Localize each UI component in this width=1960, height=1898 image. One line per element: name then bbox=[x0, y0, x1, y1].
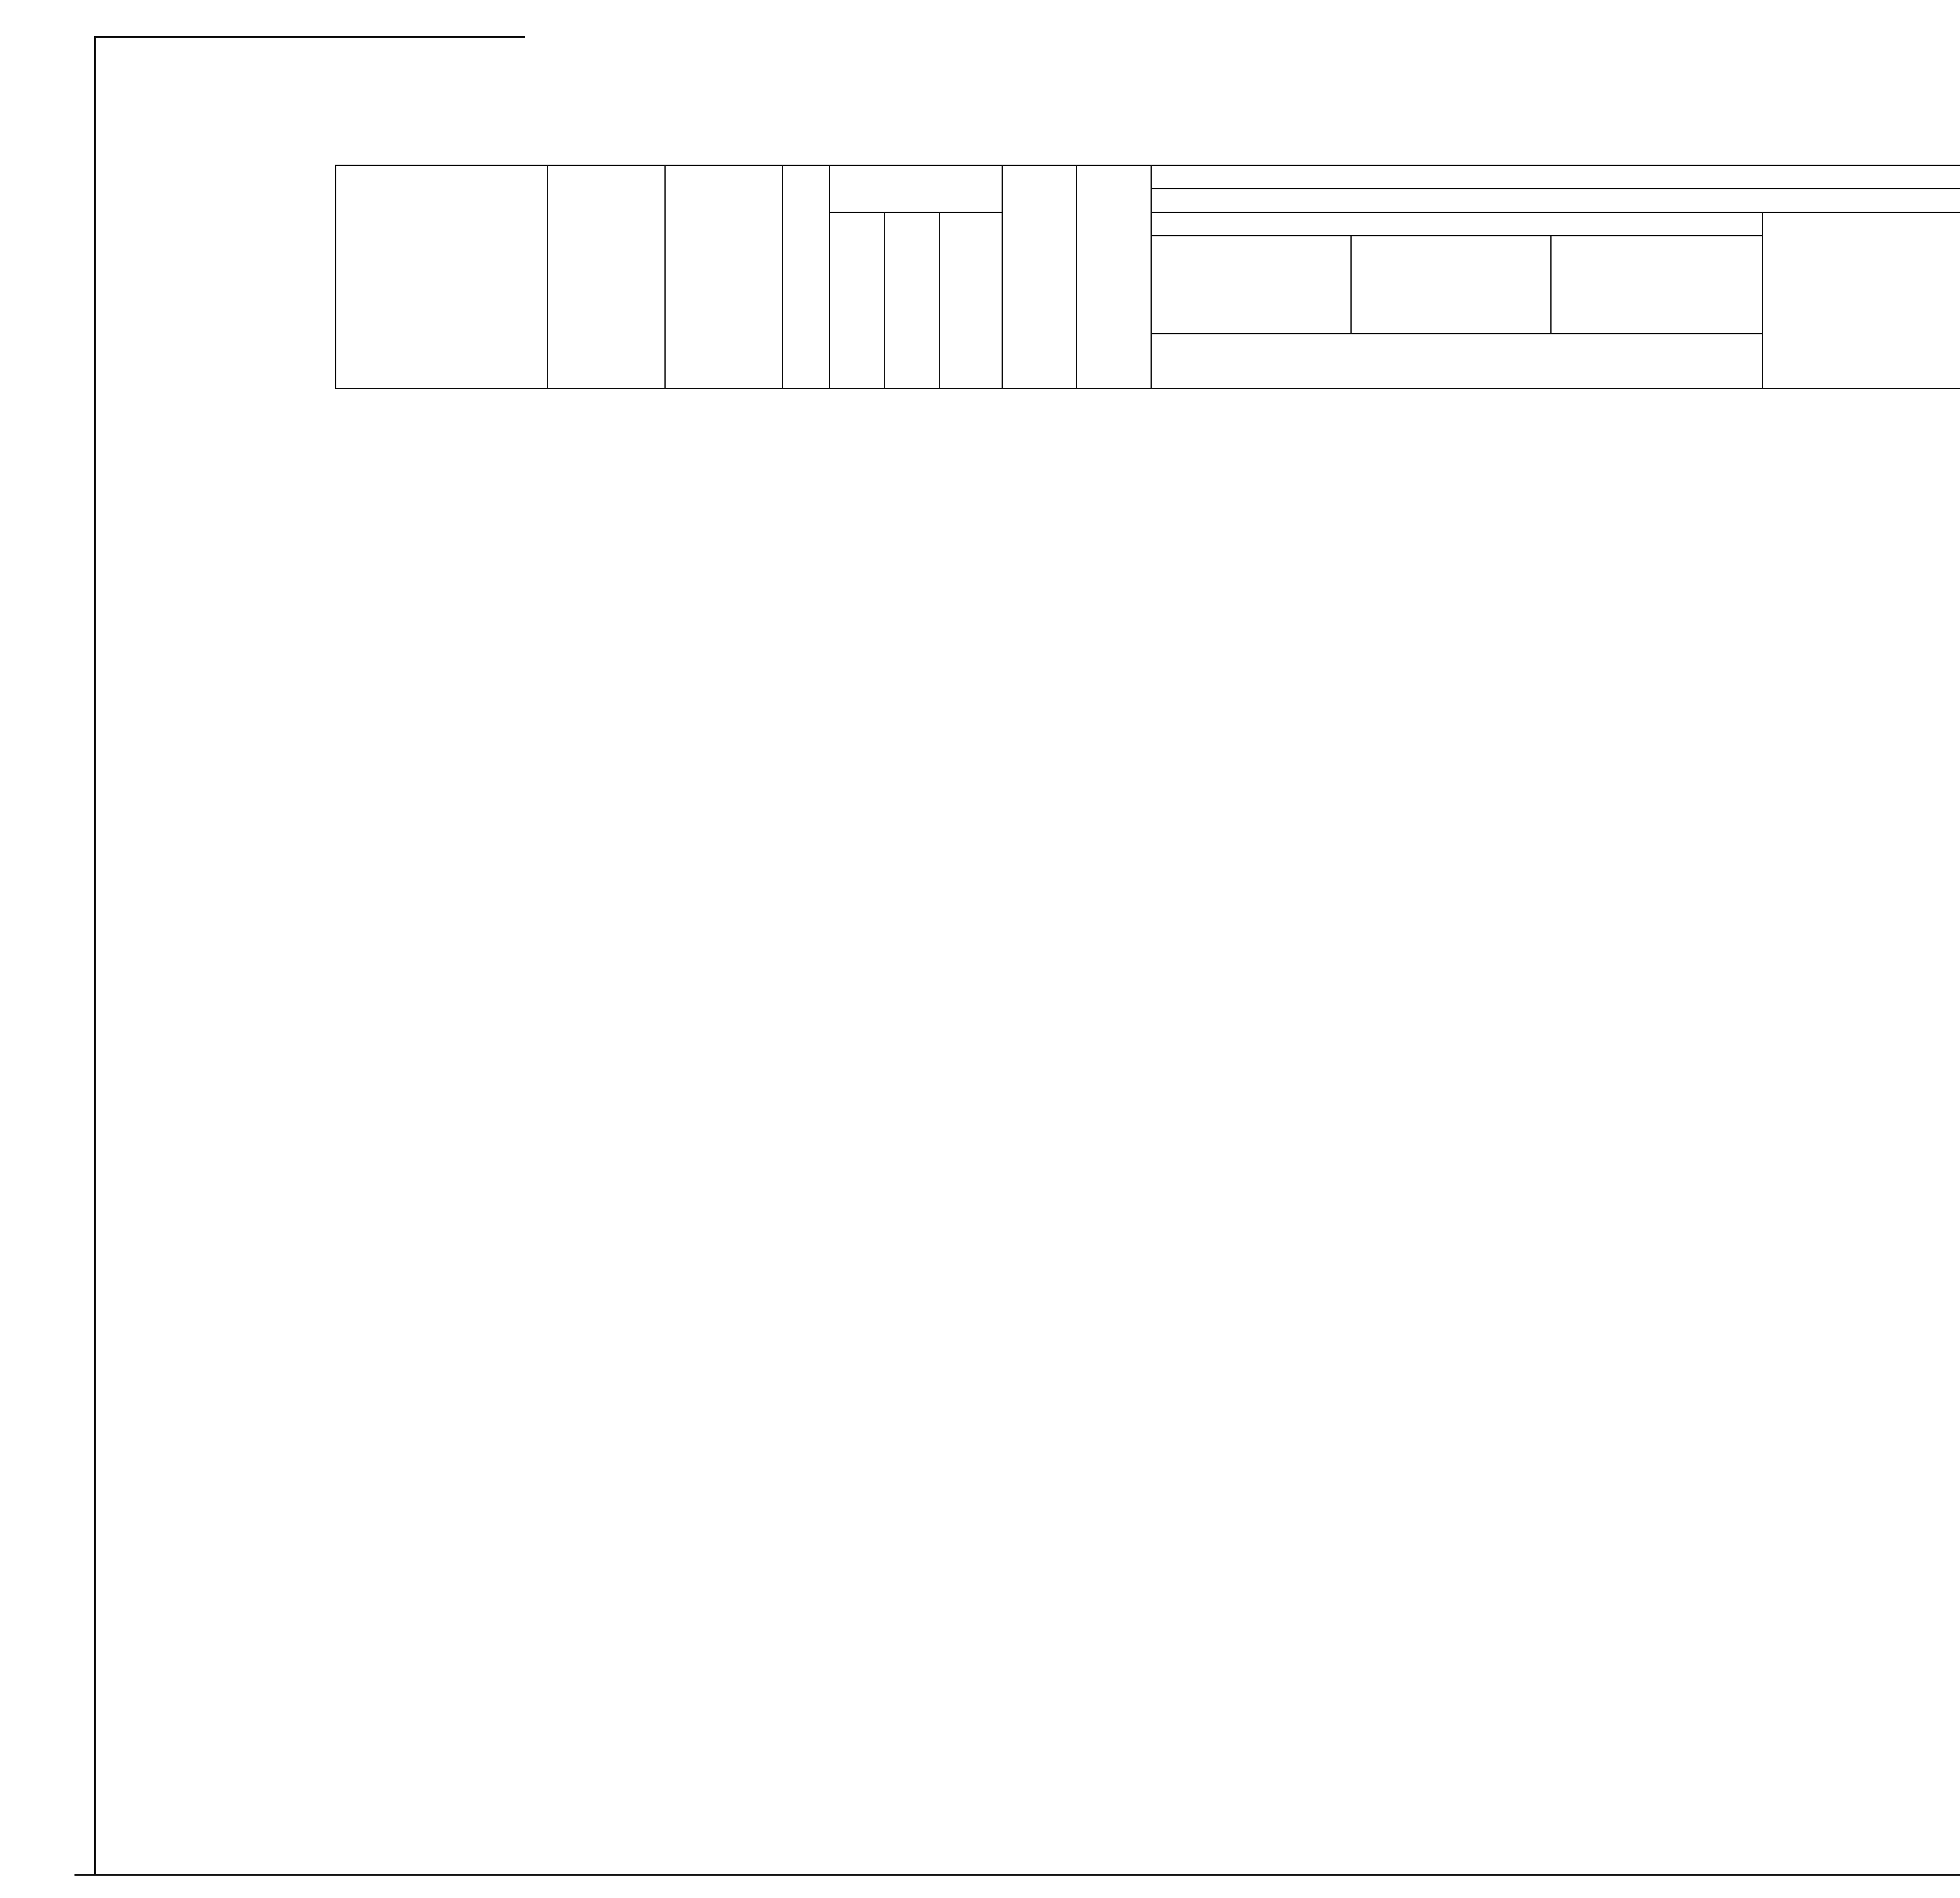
marks-cameras-header bbox=[1151, 165, 1960, 189]
col-size-header bbox=[665, 165, 783, 389]
col-qty-header bbox=[1002, 165, 1077, 389]
code-profile-header bbox=[885, 212, 940, 389]
col-length-header bbox=[1077, 165, 1151, 389]
mass-metal-header bbox=[1151, 212, 1763, 236]
specification-table bbox=[335, 165, 1960, 411]
code-size-header bbox=[940, 212, 1002, 389]
col-order-header bbox=[783, 165, 830, 389]
total-mass-header bbox=[1763, 212, 1960, 389]
code-grade-header bbox=[830, 212, 885, 389]
side-stamp bbox=[0, 1466, 74, 1874]
col-grade-header bbox=[548, 165, 665, 389]
element-code-header bbox=[1151, 334, 1763, 389]
col-profile-header bbox=[336, 165, 548, 389]
frame-bottom bbox=[74, 1874, 1960, 1876]
platforms-header bbox=[1351, 236, 1551, 334]
col-code-header bbox=[830, 165, 1002, 212]
frame-top bbox=[94, 36, 525, 38]
frame-left bbox=[94, 36, 96, 1874]
fences-header bbox=[1551, 236, 1763, 334]
stairs-header bbox=[1151, 236, 1351, 334]
